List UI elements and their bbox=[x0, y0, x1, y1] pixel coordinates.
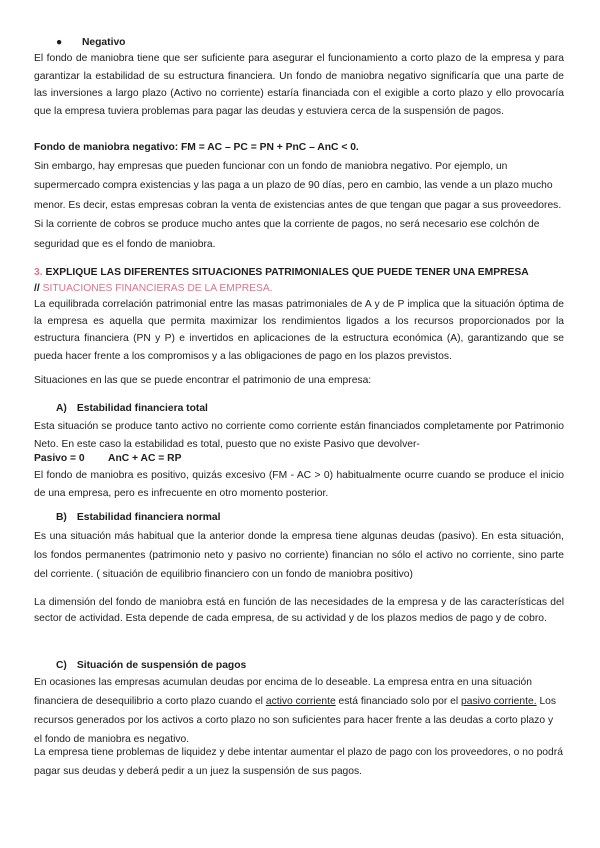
section-a-title: Estabilidad financiera total bbox=[76, 403, 208, 414]
section-a-formula bbox=[34, 450, 564, 468]
formula-left: Pasivo = 0 bbox=[34, 453, 85, 464]
section-c-text bbox=[34, 673, 564, 749]
section-b-title: Estabilidad financiera normal bbox=[76, 512, 221, 523]
negativo-title: Negativo bbox=[81, 37, 126, 48]
activo-corriente-link: activo corriente bbox=[265, 696, 336, 707]
negativo-formula: Fondo de maniobra negativo: FM = AC – PC = PN + PnC – AnC < 0. bbox=[34, 142, 359, 153]
section-b-text-2: La dimensión del fondo de maniobra está en función de las necesidades de la empresa y de las características del sector de actividad. Esta depende de cada empresa, de su actividad y de los plazos medios de pago y de cobro. bbox=[34, 597, 564, 624]
section-3-slashes: // bbox=[34, 283, 40, 294]
section-c-title: Situación de suspensión de pagos bbox=[76, 660, 247, 671]
section-a-heading bbox=[56, 403, 208, 414]
section-3-title: EXPLIQUE LAS DIFERENTES SITUACIONES PATRIMONIALES QUE PUEDE TENER UNA EMPRESA bbox=[45, 267, 529, 278]
section-c-heading bbox=[56, 660, 246, 671]
section-c-text-a: En ocasiones las empresas acumulan deudas por encima de lo deseable. La empresa entra en una situación financiera de desequilibrio a corto plazo cuando el bbox=[34, 677, 532, 707]
pasivo-corriente-link: pasivo corriente. bbox=[461, 696, 537, 707]
section-b-letter: B) bbox=[56, 512, 67, 523]
section-c-text-b: está financiado solo por el bbox=[335, 696, 462, 707]
formula-right: AnC + AC = RP bbox=[108, 453, 182, 464]
negativo-paragraph: El fondo de maniobra tiene que ser suficiente para asegurar el funcionamiento a corto plazo de la empresa y para garantizar la estabilidad de su estructura financiera. Un fondo de maniobra negativo significaría que una parte de las inversiones a largo plazo (Activo no corriente) estaría financiada con el exigible a corto plazo y ello provocaría que la empresa tuviera problemas para pagar las deudas y estuviera cerca de la suspensión de pagos. bbox=[34, 53, 564, 117]
section-c-letter: C) bbox=[56, 660, 67, 671]
section-a-text-2: El fondo de maniobra es positivo, quizás excesivo (FM - AC > 0) habitualmente ocurre cuando se produce el inicio de una empresa, pero es infrecuente en otro momento posterior. bbox=[34, 470, 564, 499]
section-a-text: Esta situación se produce tanto activo no corriente como corriente están financiados completamente por Patrimonio Neto. En este caso la estabilidad es total, puesto que no existe Pasivo que devolver- bbox=[34, 421, 564, 450]
section-b-text: Es una situación más habitual que la anterior donde la empresa tiene algunas deudas (pasivo). En esta situación, los fondos permanentes (patrimonio neto y pasivo no corriente) financian no sólo el activo no corriente, sino parte del corriente. ( situación de equilibrio financiero con un fondo de maniobra positivo) bbox=[34, 531, 564, 580]
negativo-heading bbox=[56, 37, 125, 48]
bullet-icon: ● bbox=[56, 37, 63, 48]
section-3-intro: La equilibrada correlación patrimonial entre las masas patrimoniales de A y de P implica que la situación óptima de la empresa es aquella que permita maximizar los rendimientos ligados a los recursos proporcionados por la estructura financiera (PN y P) e invertidos en aplicaciones de la estructura económica (A), garantizando que se pueda hacer frente a los compromisos y a las obligaciones de pago en los plazos previstos. bbox=[34, 299, 564, 362]
negativo-paragraph-2: Sin embargo, hay empresas que pueden funcionar con un fondo de maniobra negativo. Por ejemplo, un supermercado compra existencias y las paga a un plazo de 90 días, pero en cambio, las vende a un plazo mucho menor. Es decir, estas empresas cobran la venta de existencias antes de que tengan que pagar a sus proveedores. Si la corriente de cobros se produce mucho antes que la corriente de pagos, no será necesario ese colchón de seguridad que es el fondo de maniobra. bbox=[34, 161, 562, 250]
section-a-letter: A) bbox=[56, 403, 67, 414]
section-3-number: 3. bbox=[34, 267, 43, 278]
section-b-heading bbox=[56, 512, 221, 523]
situations-intro: Situaciones en las que se puede encontrar el patrimonio de una empresa: bbox=[34, 375, 372, 386]
section-3-heading bbox=[34, 265, 564, 297]
section-c-text-2: La empresa tiene problemas de liquidez y debe intentar aumentar el plazo de pago con los proveedores, o no podrá pagar sus deudas y deberá pedir a un juez la suspensión de sus pagos. bbox=[34, 747, 563, 777]
section-c-text-c: Los recursos generados por los activos a corto plazo no son suficientes para hacer frente a las deudas a corto plazo y el fondo de maniobra es negativo. bbox=[34, 696, 557, 745]
section-3-subtitle: SITUACIONES FINANCIERAS DE LA EMPRESA. bbox=[42, 283, 273, 294]
